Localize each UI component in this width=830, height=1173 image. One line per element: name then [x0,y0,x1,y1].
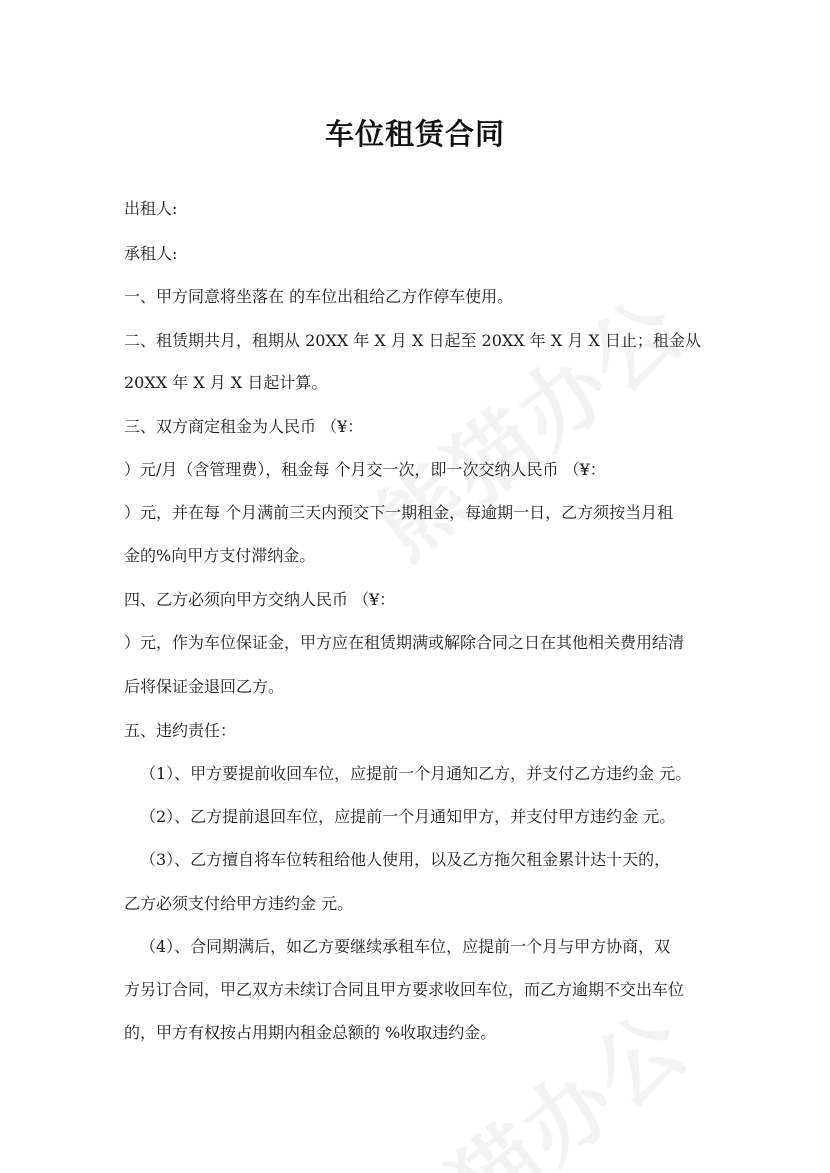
clause-3-line-1: 三、双方商定租金为人民币 （¥： [124,417,364,436]
watermark [345,262,705,581]
clause-5-item-4-line-1: （4）、合同期满后，如乙方要继续承租车位，应提前一个月与甲方协商，双 [140,937,671,956]
lessor-line: 出租人: [124,199,178,218]
clause-2-line-2: 20XX 年 X 月 X 日起计算。 [124,373,328,392]
clause-3-line-3: ）元，并在每 个月满前三天内预交下一期租金，每逾期一日，乙方须按当月租 [124,503,674,522]
clause-5-item-4-line-2: 方另订合同，甲乙双方未续订合同且甲方要求收回车位，而乙方逾期不交出车位 [124,980,685,999]
watermark [350,977,710,1173]
document-title: 车位租赁合同 [324,117,505,151]
lessee-line: 承租人: [124,244,178,263]
clause-5-item-3-line-1: （3）、乙方擅自将车位转租给他人使用，以及乙方拖欠租金累计达十天的， [140,850,671,869]
clause-5-item-4-line-3: 的，甲方有权按占用期内租金总额的 %收取违约金。 [124,1023,497,1042]
clause-5-heading: 五、违约责任： [124,721,237,740]
clause-3-line-4: 金的%向甲方支付滞纳金。 [124,546,316,565]
clause-3-line-2: ）元/月（含管理费），租金每 个月交一次，即一次交纳人民币 （¥： [124,460,606,479]
clause-4-line-1: 四、乙方必须向甲方交纳人民币 （¥： [124,590,396,609]
clause-1: 一、甲方同意将坐落在 的车位出租给乙方作停车使用。 [124,287,514,306]
clause-5-item-3-line-2: 乙方必须支付给甲方违约金 元。 [124,894,354,913]
clause-4-line-3: 后将保证金退回乙方。 [124,677,285,696]
clause-4-line-2: ）元，作为车位保证金，甲方应在租赁期满或解除合同之日在其他相关费用结清 [124,633,685,652]
clause-2-line-1: 二、租赁期共月，租期从 20XX 年 X 月 X 日起至 20XX 年 X 月 X 日止；租金从 [124,331,701,350]
clause-5-item-2: （2）、乙方提前退回车位，应提前一个月通知甲方，并支付甲方违约金 元。 [140,807,676,826]
clause-5-item-1: （1）、甲方要提前收回车位，应提前一个月通知乙方，并支付乙方违约金 元。 [140,764,692,783]
